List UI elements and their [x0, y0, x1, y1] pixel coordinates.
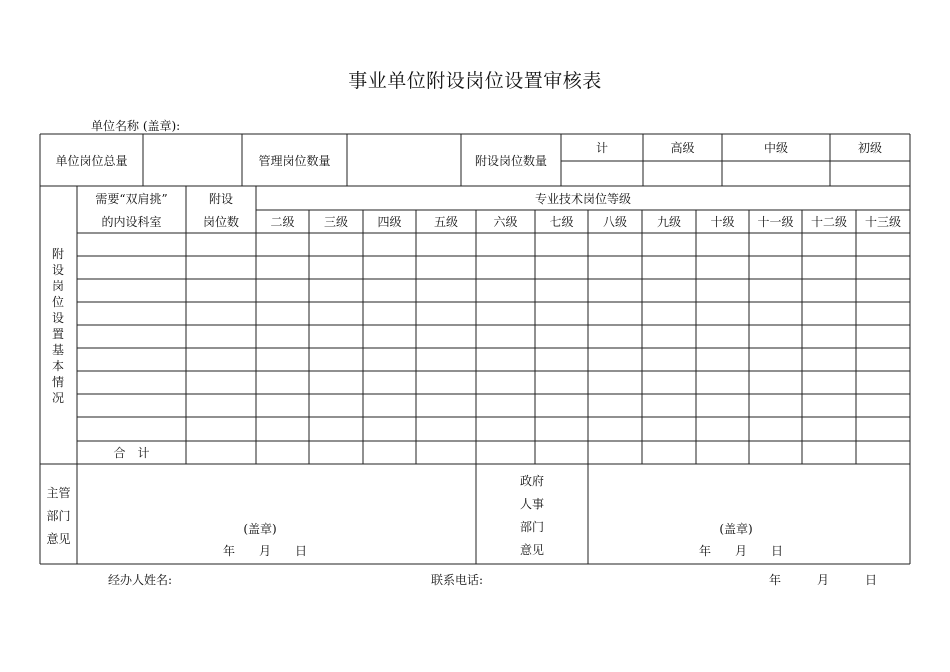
attached-posts-label: 附设岗位数量: [474, 153, 547, 168]
subheader-junior: 初级: [857, 141, 882, 155]
subheader-senior: 高级: [670, 141, 695, 155]
grade-header-12: 十二级: [810, 215, 847, 229]
supervisor-date: 年 月 日: [222, 543, 307, 558]
grade-header-13: 十三级: [864, 215, 901, 229]
grade-header-10: 十级: [710, 215, 735, 229]
hr-date: 年 月 日: [698, 543, 783, 558]
grade-header-5: 五级: [433, 215, 458, 229]
subheader-total: 计: [595, 141, 608, 155]
grade-header-3: 三级: [323, 215, 348, 229]
supervisor-seal: (盖章): [243, 521, 277, 536]
supervisor-opinion-label: [40, 482, 77, 551]
footer-date: 年 月 日: [769, 573, 878, 587]
hr-seal: (盖章): [719, 521, 753, 536]
grade-header-11: 十一级: [757, 215, 794, 229]
phone-label: 联系电话:: [431, 573, 484, 587]
basic-section-side-label: 附设岗位设置基本情况: [51, 247, 64, 405]
supervisor-label-line: 部门: [46, 509, 71, 523]
grade-group-header: 专业技术岗位等级: [534, 191, 631, 206]
management-posts-label: 管理岗位数量: [258, 153, 331, 168]
grade-header-9: 九级: [656, 215, 681, 229]
hr-label-line: 政府: [519, 474, 544, 488]
grade-header-2: 二级: [270, 215, 295, 229]
total-row-label: 合 计: [113, 446, 150, 460]
supervisor-label-line: 意见: [46, 532, 71, 546]
subheader-middle: 中级: [763, 141, 788, 155]
hr-label-line: 人事: [519, 497, 544, 511]
count-header-line1: 附设: [208, 192, 233, 206]
hr-opinion-label: [476, 470, 588, 562]
total-posts-label: 单位岗位总量: [55, 153, 128, 168]
hr-label-line: 部门: [519, 520, 544, 534]
document-title: 事业单位附设岗位设置审核表: [348, 70, 602, 92]
grade-header-8: 八级: [602, 215, 627, 229]
management-posts-value[interactable]: [347, 134, 461, 186]
count-header-line2: 岗位数: [202, 215, 239, 229]
grade-header-4: 四级: [377, 215, 402, 229]
supervisor-label-line: 主管: [46, 486, 71, 500]
dept-header-line1: 需要“双肩挑”: [95, 192, 168, 206]
grade-header-6: 六级: [493, 215, 518, 229]
total-posts-value[interactable]: [143, 134, 242, 186]
dept-header-line2: 的内设科室: [101, 215, 162, 229]
unit-name-label: 单位名称 (盖章):: [91, 119, 181, 133]
hr-label-line: 意见: [519, 543, 544, 557]
handler-name-label: 经办人姓名:: [108, 573, 173, 587]
grade-header-7: 七级: [549, 215, 574, 229]
